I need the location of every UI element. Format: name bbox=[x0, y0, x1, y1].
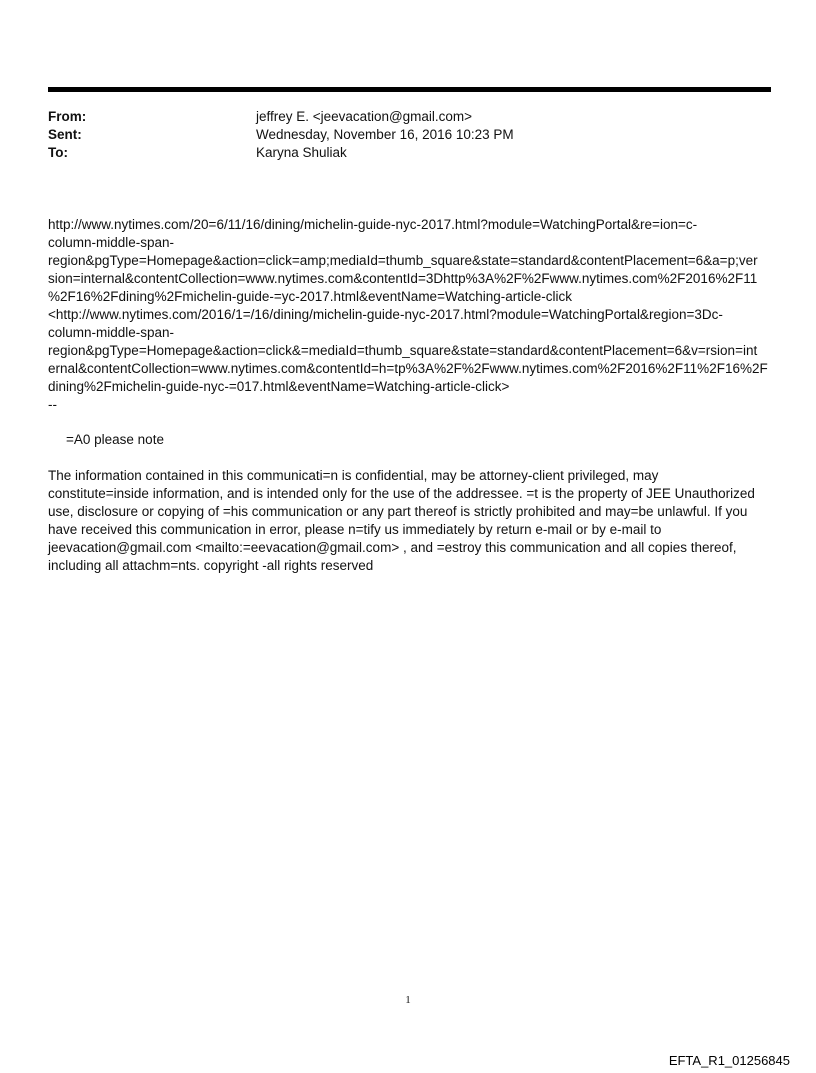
url-line: region&pgType=Homepage&action=click&=mediaId=thumb_square&state=standard&contentPlacement=6&v=rsion=int bbox=[48, 343, 758, 358]
url-line: <http://www.nytimes.com/2016/1=/16/dining/michelin-guide-nyc-2017.html?module=WatchingPortal&region=3Dc- bbox=[48, 307, 723, 322]
to-label: To: bbox=[48, 145, 68, 160]
to-row bbox=[48, 144, 768, 162]
from-row bbox=[48, 108, 768, 126]
url-line: http://www.nytimes.com/20=6/11/16/dining/michelin-guide-nyc-2017.html?module=WatchingPortal&re=ion=c- bbox=[48, 217, 698, 232]
url-line: %2F16%2Fdining%2Fmichelin-guide-=yc-2017.html&eventName=Watching-article-click bbox=[48, 289, 572, 304]
url-line: dining%2Fmichelin-guide-nyc-=017.html&eventName=Watching-article-click> bbox=[48, 379, 510, 394]
to-value: Karyna Shuliak bbox=[256, 145, 347, 160]
disclaimer-line: including all attachm=nts. copyright -all rights reserved bbox=[48, 558, 374, 573]
disclaimer-line: constitute=inside information, and is intended only for the use of the addressee. =t is the property of JEE Unauthorized bbox=[48, 486, 755, 501]
please-note-line: =A0 please note bbox=[66, 432, 164, 447]
email-body-links bbox=[48, 216, 770, 414]
url-line: column-middle-span- bbox=[48, 235, 175, 250]
sent-label: Sent: bbox=[48, 127, 82, 142]
confidentiality-disclaimer bbox=[48, 467, 770, 575]
disclaimer-line: The information contained in this communicati=n is confidential, may be attorney-client privileged, may bbox=[48, 468, 659, 483]
url-line: ernal&contentCollection=www.nytimes.com&contentId=h=tp%3A%2F%2Fwww.nytimes.com%2F2016%2F11%2F16%2F bbox=[48, 361, 768, 376]
signature-separator: -- bbox=[48, 397, 57, 412]
disclaimer-line: have received this communication in error, please n=tify us immediately by return e-mail or by e-mail to bbox=[48, 522, 662, 537]
disclaimer-line: use, disclosure or copying of =his communication or any part thereof is strictly prohibited and may=be unlawful. If you bbox=[48, 504, 748, 519]
disclaimer-line: jeevacation@gmail.com <mailto:=eevacation@gmail.com> , and =estroy this communication and all copies thereof, bbox=[48, 540, 737, 555]
header-divider-rule bbox=[48, 87, 771, 92]
sent-row bbox=[48, 126, 768, 144]
url-line: column-middle-span- bbox=[48, 325, 175, 340]
email-header bbox=[48, 108, 768, 162]
from-label: From: bbox=[48, 109, 87, 124]
url-line: sion=internal&contentCollection=www.nytimes.com&contentId=3Dhttp%3A%2F%2Fwww.nytimes.com%2F2016%2F11 bbox=[48, 271, 758, 286]
url-line: region&pgType=Homepage&action=click=amp;mediaId=thumb_square&state=standard&contentPlacement=6&a=p;ver bbox=[48, 253, 758, 268]
sent-value: Wednesday, November 16, 2016 10:23 PM bbox=[256, 127, 514, 142]
from-value: jeffrey E. <jeevacation@gmail.com> bbox=[256, 109, 473, 124]
page-number: 1 bbox=[405, 994, 411, 1006]
document-id: EFTA_R1_01256845 bbox=[668, 1053, 790, 1068]
